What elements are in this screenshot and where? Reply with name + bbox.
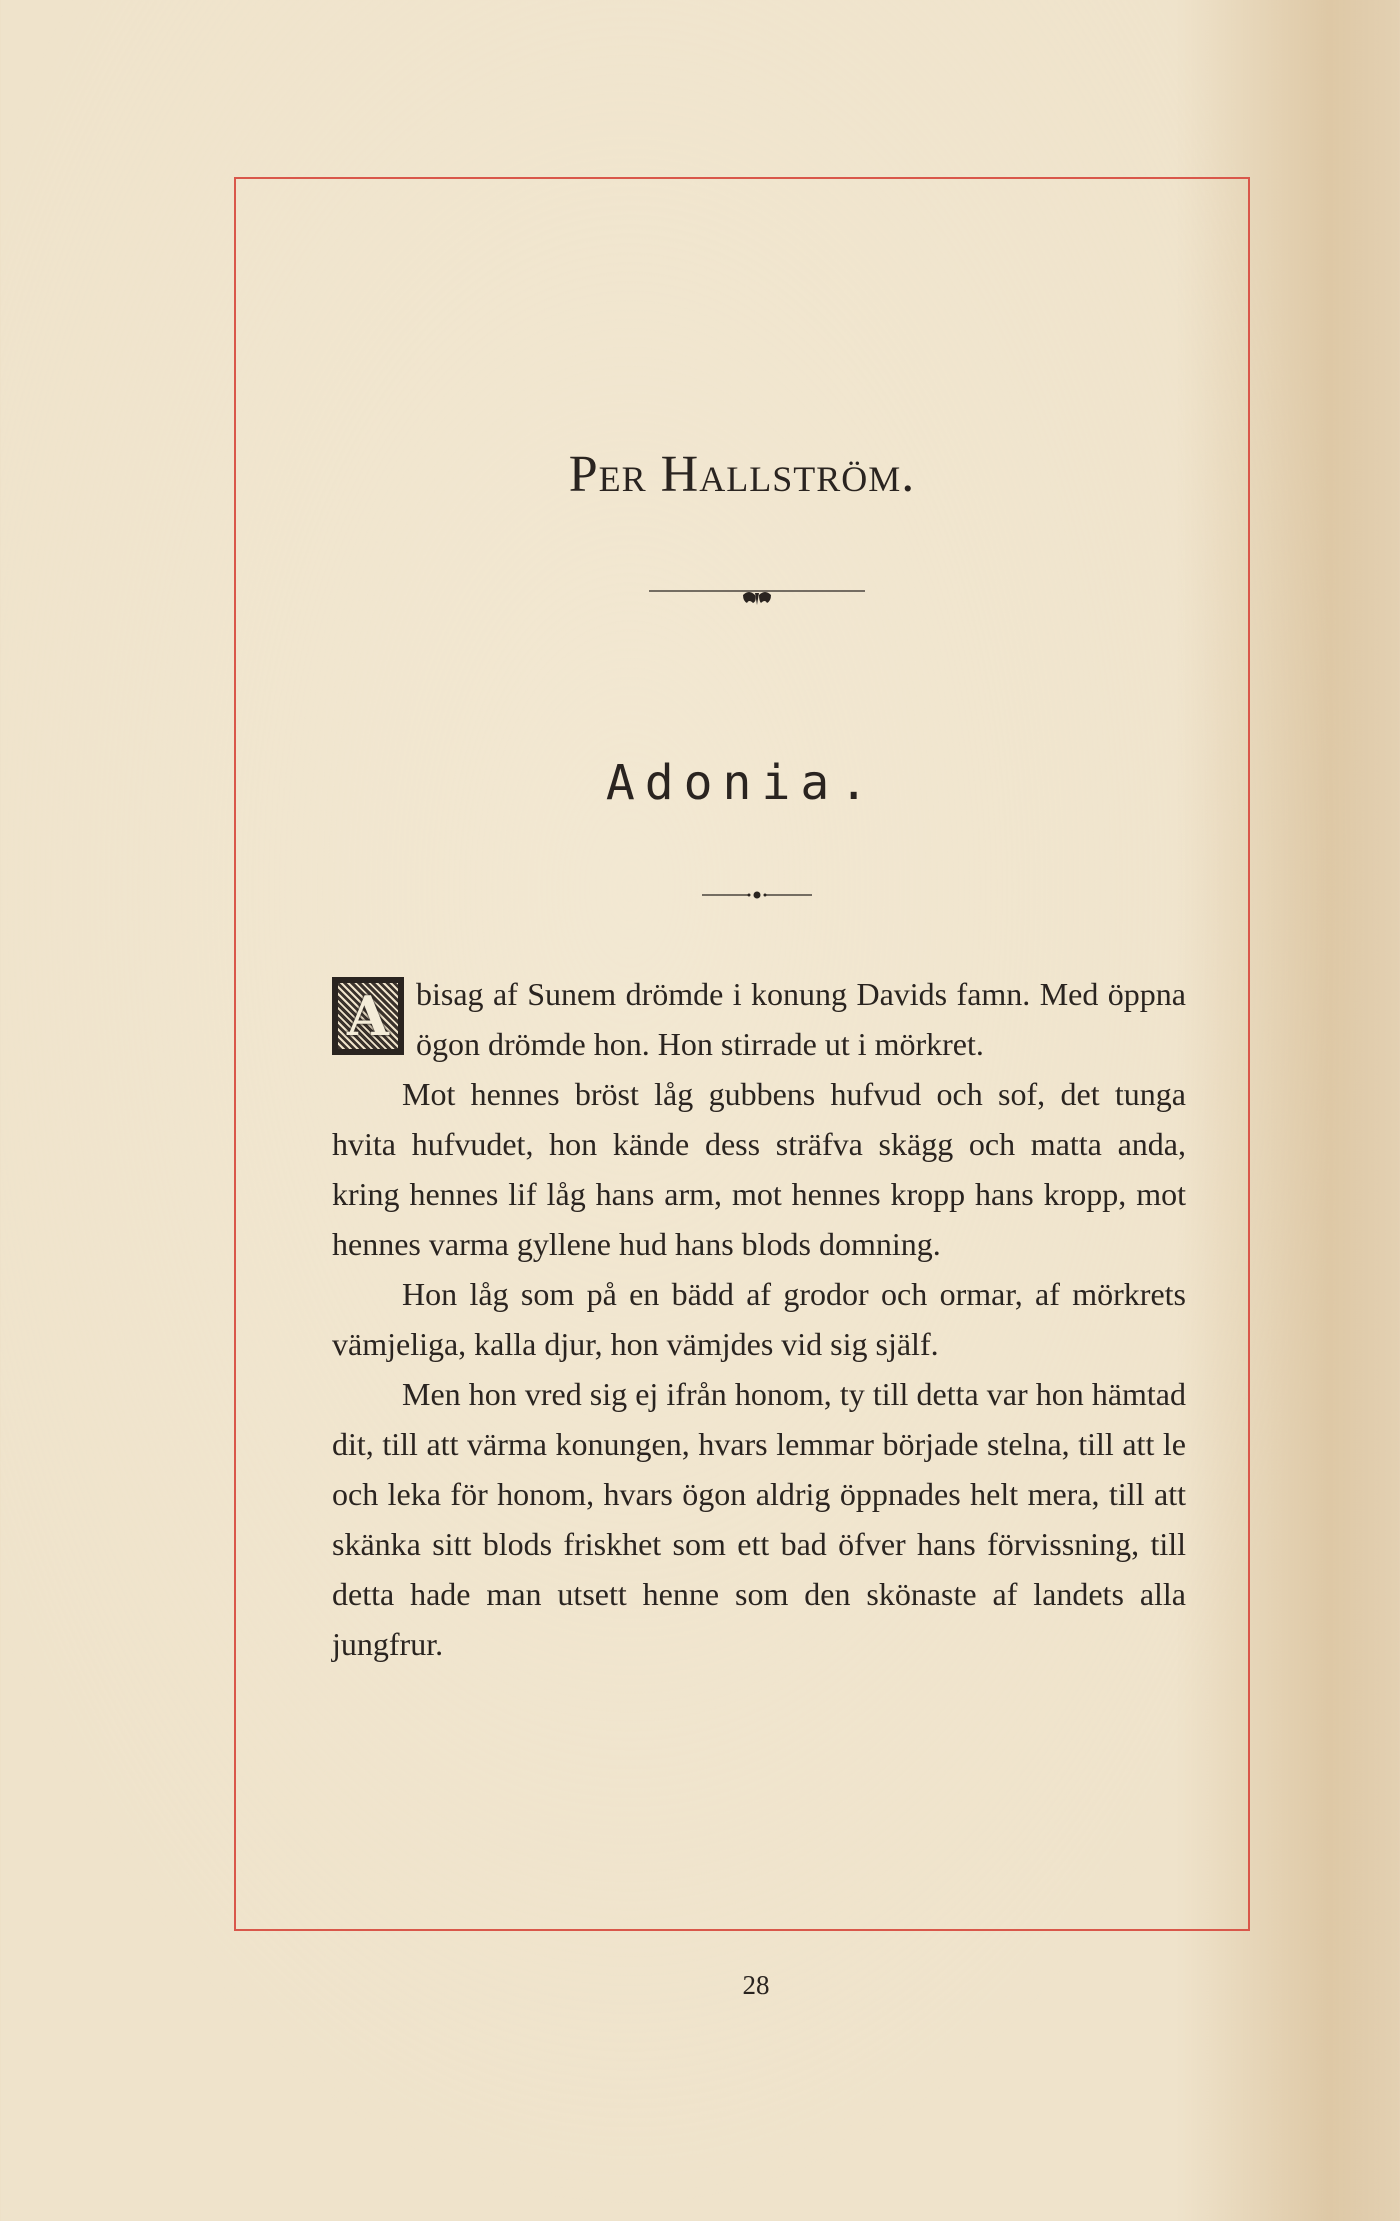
page-frame [234,177,1250,1931]
page-number [0,1970,1400,2001]
story-body [332,969,1186,1669]
ornament-divider-icon [649,585,865,609]
drop-cap [332,977,404,1055]
author-heading: Per Hallström. [568,446,916,503]
page-number-text: 28 [742,1970,770,2000]
paragraph: Men hon vred sig ej ifrån honom, ty till detta var hon hämtad dit, till att värma konungen, hvars lemmar började stelna, till att le och leka för honom, hvars ögon aldrig öppnades helt mera, till att skänka sitt blods friskhet som ett bad öfver hans förvissning, till detta hade man utsett henne som den skönaste af landets alla jungfrur. [332,1376,1186,1662]
paragraph [332,969,1186,1069]
small-divider-icon [702,887,812,903]
story-title: Adonia. [605,755,879,811]
paragraph: Mot hennes bröst låg gubbens hufvud och sof, det tunga hvita hufvudet, hon kände dess sträfva skägg och matta anda, kring hennes lif låg hans arm, mot hennes kropp hans kropp, mot hennes varma gyllene hud hans blods domning. [332,1076,1186,1262]
paragraph: Hon låg som på en bädd af grodor och ormar, af mörkrets vämjeliga, kalla djur, hon vämjdes vid sig själf. [332,1276,1186,1362]
paragraph-text: bisag af Sunem drömde i konung Davids famn. Med öppna ögon drömde hon. Hon stirrade ut i mörkret. [416,976,1186,1062]
drop-cap-letter: A [338,983,398,1049]
